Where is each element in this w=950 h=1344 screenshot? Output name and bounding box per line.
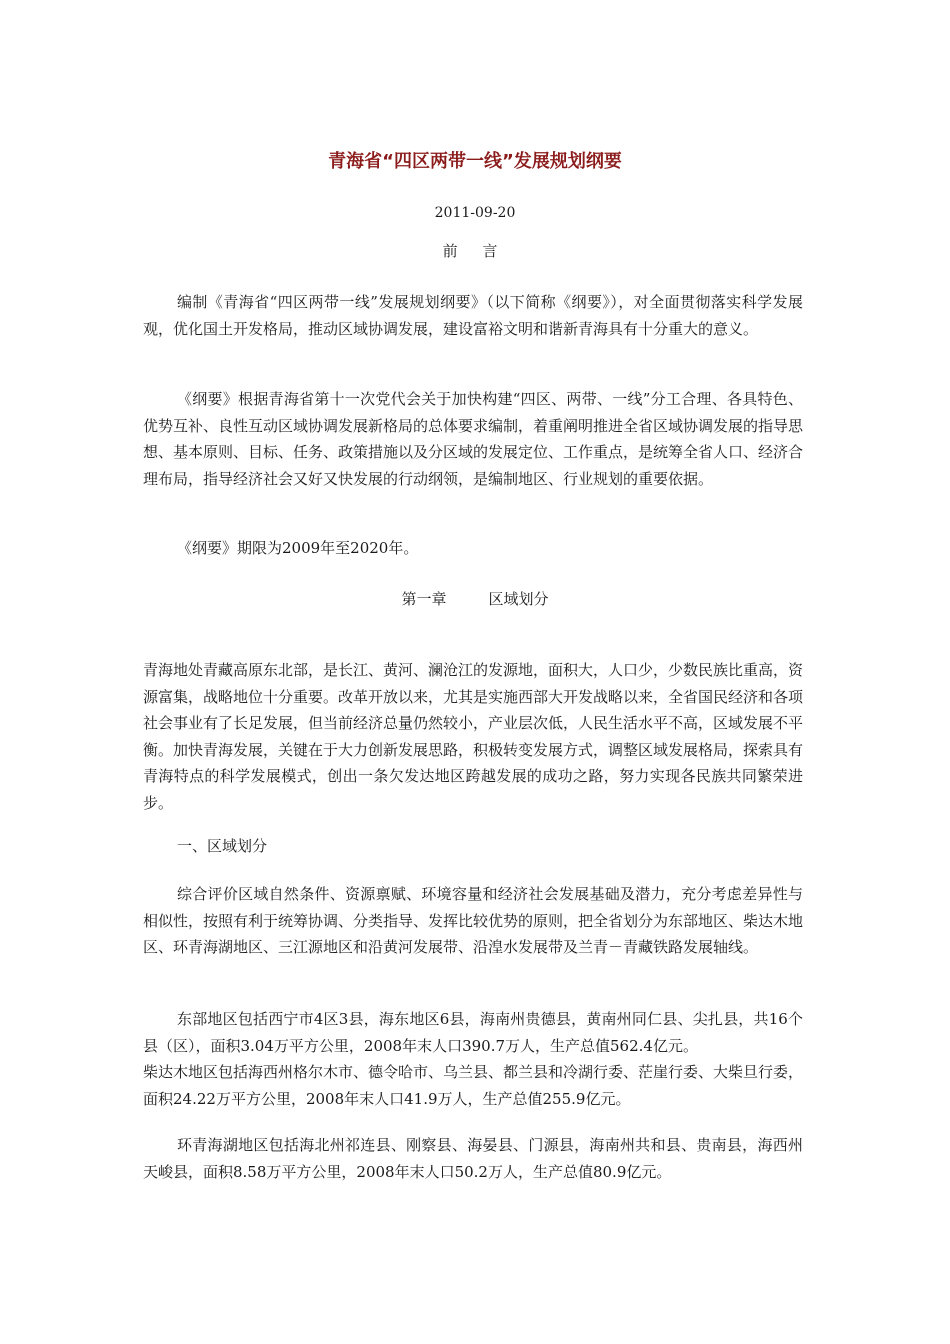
- publish-date: 2011-09-20: [434, 205, 516, 221]
- section-paragraph-1: 综合评价区域自然条件、资源禀赋、环境容量和经济社会发展基础及潜力，充分考虑差异性与相似性，按照有利于统筹协调、分类指导、发挥比较优势的原则，把全省划分为东部地区、柴达木地区、环青海湖地区、三江源地区和沿黄河发展带、沿湟水发展带及兰青－青藏铁路发展轴线。: [143, 885, 804, 957]
- intro-paragraph-2: 《纲要》根据青海省第十一次党代会关于加快构建“四区、两带、一线”分工合理、各具特色、优势互补、良性互动区域协调发展新格局的总体要求编制，着重阐明推进全省区域协调发展的指导思想、基本原则、目标、任务、政策措施以及分区域的发展定位、工作重点，是统筹全省人口、经济合理布局，指导经济社会又好又快发展的行动纲领，是编制地区、行业规划的重要依据。: [143, 390, 804, 488]
- chapter-title: 区域划分: [488, 590, 549, 608]
- section-paragraph-4: 环青海湖地区包括海北州祁连县、刚察县、海晏县、门源县，海南州共和县、贵南县，海西州天峻县，面积8.58万平方公里，2008年末人口50.2万人，生产总值80.9亿元。: [143, 1136, 803, 1181]
- document-title: 青海省“四区两带一线”发展规划纲要: [328, 151, 622, 172]
- chapter-intro-paragraph: 青海地处青藏高原东北部，是长江、黄河、澜沧江的发源地，面积大，人口少，少数民族比重高，资源富集，战略地位十分重要。改革开放以来，尤其是实施西部大开发战略以来，全省国民经济和各项社会事业有了长足发展，但当前经济总量仍然较小，产业层次低，人民生活水平不高，区域发展不平衡。加快青海发展，关键在于大力创新发展思路，积极转变发展方式，调整区域发展格局，探索具有青海特点的科学发展模式，创出一条欠发达地区跨越发展的成功之路，努力实现各民族共同繁荣进步。: [143, 661, 804, 812]
- section-paragraph-3: 柴达木地区包括海西州格尔木市、德令哈市、乌兰县、都兰县和冷湖行委、茫崖行委、大柴旦行委，面积24.22万平方公里，2008年末人口41.9万人，生产总值255.9亿元。: [143, 1063, 804, 1108]
- chapter-heading: [0, 588, 950, 609]
- intro-paragraph-1: 编制《青海省“四区两带一线”发展规划纲要》（以下简称《纲要》），对全面贯彻落实科学发展观，优化国土开发格局，推动区域协调发展，建设富裕文明和谐新青海具有十分重大的意义。: [143, 293, 803, 338]
- preface-heading: 前 言: [442, 242, 508, 260]
- section-paragraph-2: 东部地区包括西宁市4区3县，海东地区6县，海南州贵德县，黄南州同仁县、尖扎县，共16个县（区），面积3.04万平方公里，2008年末人口390.7万人，生产总值562.4亿元。: [143, 1010, 803, 1055]
- intro-paragraph-3: 《纲要》期限为2009年至2020年。: [177, 539, 419, 557]
- section-heading: 一、区域划分: [177, 837, 268, 855]
- chapter-number: 第一章: [401, 590, 447, 608]
